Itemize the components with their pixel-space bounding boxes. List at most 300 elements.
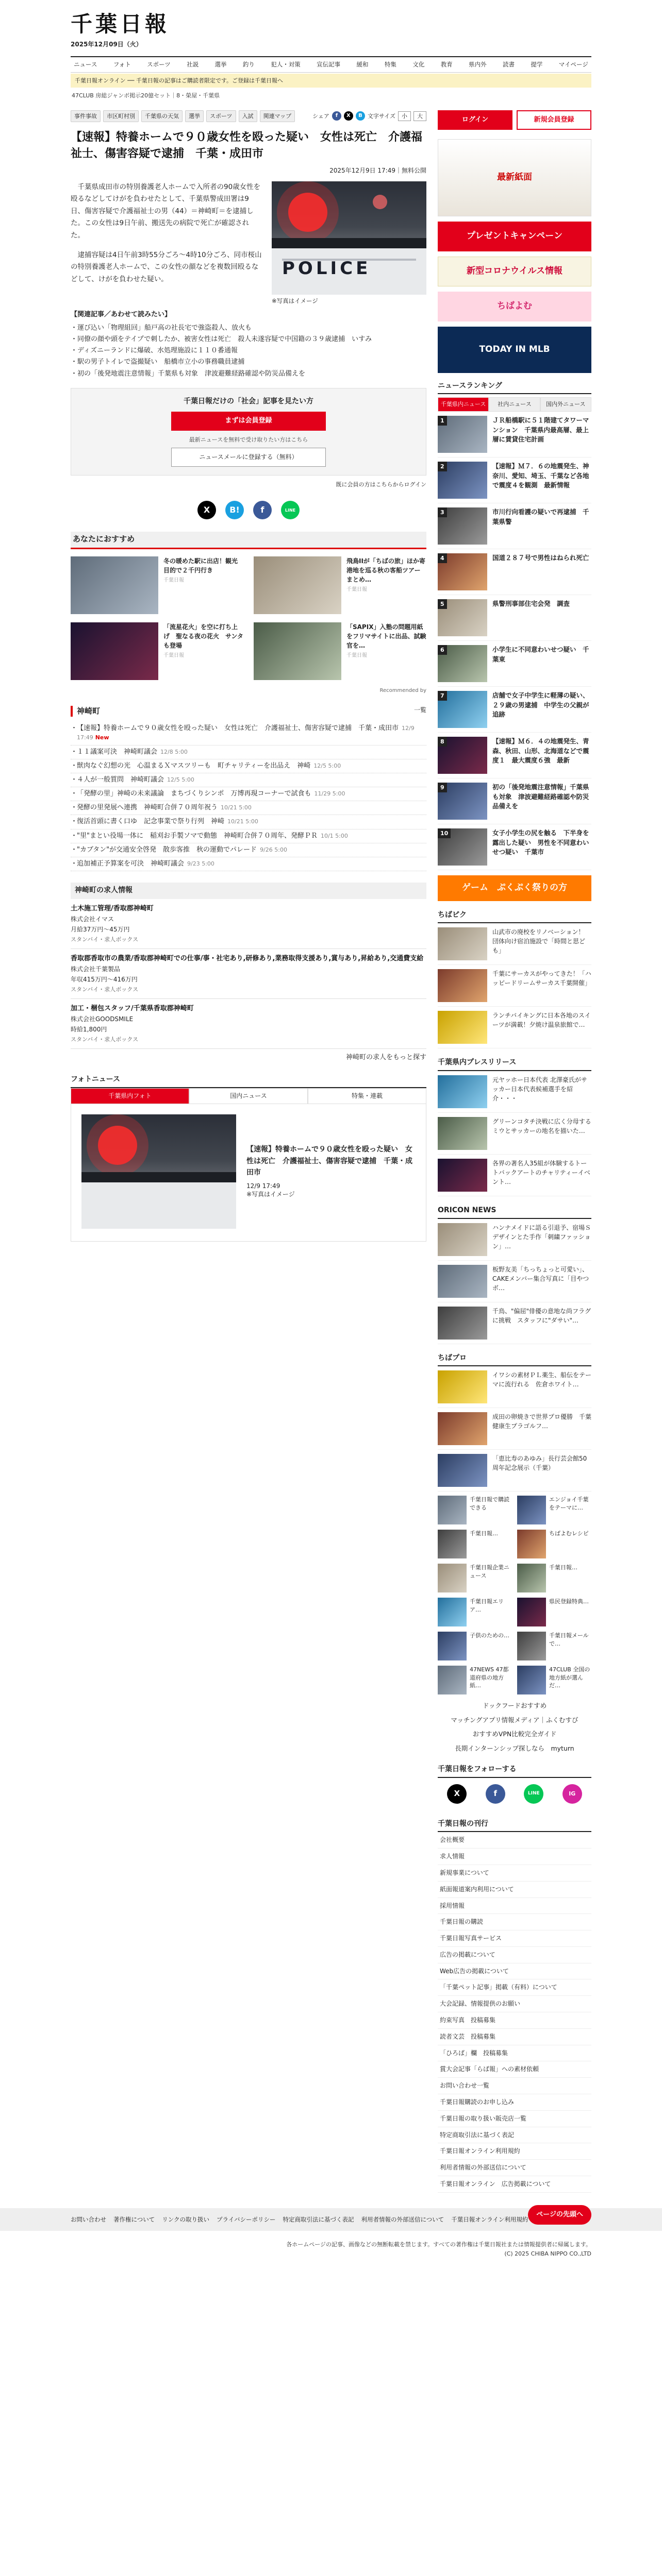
press-release-heading: 千葉県内プレスリリース: [438, 1058, 591, 1071]
company-link[interactable]: 利用者情報の外部送信について: [438, 2160, 591, 2176]
recommend-item[interactable]: [254, 556, 426, 614]
oricon-title: 板野友美「ちっちょっと可愛い」、CAKEメンバー集合写真に「目やつボ…: [492, 1265, 589, 1292]
pref_pr-item[interactable]: [438, 1113, 591, 1155]
ranking-number: 7: [438, 691, 447, 701]
company-link[interactable]: 「千葉ペット記事」掲載（有料）について: [438, 1979, 591, 1996]
pref_pr-thumb: [438, 1075, 487, 1108]
chibapro-title: イワシの素材ＰＬ薬生、船伝をテーマに流行れる 佐倉ホワイト…: [492, 1371, 592, 1388]
company-link[interactable]: 読者文芸 投稿募集: [438, 2029, 591, 2045]
police-text: POLICE: [282, 258, 371, 279]
company-link[interactable]: 約束写真 投稿募集: [438, 2012, 591, 2029]
chibapro-item[interactable]: [438, 1366, 591, 1408]
ranking-title: 店舗で女子中学生に軽薄の疑い、２９歳の男逮捕 中学生の父親が追跡: [492, 691, 589, 719]
area-news-item[interactable]: [71, 857, 426, 871]
ranking-item[interactable]: [438, 412, 591, 457]
new-badge: New: [95, 734, 109, 741]
related-link[interactable]: ・ 初の「後発地震注意情報」千葉県も対象 津波避難経路確認や防災品備えを: [71, 368, 426, 380]
tab-features[interactable]: 特集・連載: [308, 1088, 426, 1104]
facebook-follow-icon[interactable]: f: [486, 1784, 505, 1804]
ranking-item[interactable]: [438, 778, 591, 824]
news-title: １１議案可決 神崎町議会: [77, 748, 158, 756]
hatena-share-icon[interactable]: B!: [225, 501, 244, 519]
recommend-title: 冬の暖めた駅に出店！観光目的で２千円行き: [163, 557, 238, 574]
chiba_pick-item[interactable]: [438, 923, 591, 965]
partner-title: 千葉日報企業ニュース: [470, 1564, 509, 1579]
chiba_pick-title: 山武市の廃校をリノベーション！ 団体向け宿泊施設で「時間と思ども」: [492, 928, 591, 955]
partner-link[interactable]: [517, 1496, 591, 1524]
ranking-number: 10: [438, 828, 451, 838]
job-title: 土木施工管理/香取郡神崎町: [71, 904, 154, 912]
partner-thumb: [438, 1666, 467, 1694]
company-link[interactable]: 採用情報: [438, 1898, 591, 1914]
recommend-title: 「SAPIX」入塾の問題用紙をフリマサイトに出品、試験官を…: [346, 623, 426, 650]
partner-title: 子供のための…: [470, 1632, 509, 1639]
footer-link[interactable]: 千葉日報オンライン利用規約: [451, 2215, 528, 2223]
present-banner[interactable]: [438, 222, 591, 251]
ranking-number: 1: [438, 416, 447, 426]
pref_pr-title: グリーンコタチ決戦に広く分母するミウとサッカーの地名を描いた…: [492, 1117, 591, 1134]
line-follow-icon[interactable]: LINE: [524, 1784, 543, 1804]
category-chip[interactable]: 選挙: [185, 110, 204, 122]
news-title: 追加補正予算案を可決 神崎町議会: [77, 860, 185, 868]
partner-thumb: [517, 1564, 546, 1592]
ranking-title: 小学生に不同意わいせつ疑い 千葉東: [492, 645, 589, 663]
news-date: 11/29 5:00: [314, 790, 345, 798]
photo-news-item[interactable]: [71, 1104, 426, 1242]
ranking-title: 県警刑事部住宅会発 調査: [492, 599, 570, 607]
area-news-item[interactable]: [71, 773, 426, 787]
ranking-title: 【速報】Ｍ６．４の地震発生、青森、秋田、山形、北海道などで震度１ 最大震度６強 最新: [492, 737, 589, 765]
area-news-item[interactable]: [71, 815, 426, 829]
oricon-thumb: [438, 1307, 487, 1340]
newsletter-button[interactable]: ニュースメールに登録する（無料）: [171, 448, 326, 467]
area-news-item[interactable]: [71, 801, 426, 815]
company-link[interactable]: 賞大会記事「らば報」への素材依頼: [438, 2061, 591, 2078]
footer-links: [71, 2215, 591, 2224]
footer-link[interactable]: リンクの取り扱い: [162, 2215, 210, 2223]
line-share-icon[interactable]: LINE: [281, 501, 300, 519]
chiba_pick-item[interactable]: [438, 1007, 591, 1048]
article-paragraph: 千葉県成田市の特別養護老人ホームで入所者の90歳女性を殴るなどしてけがを負わせたとして、千葉県警成田署は9日、傷害容疑で介護福祉士の男（44）＝神崎町＝を逮捕した。この女性は9日午前、搬送先の病院で死亡が確認された。: [71, 182, 261, 240]
recommend-thumb: [254, 622, 341, 680]
photo-news-caption: ※写真はイメージ: [246, 1191, 295, 1198]
partner-title: 千葉日報…: [549, 1564, 577, 1571]
ranking-item[interactable]: [438, 687, 591, 733]
sub-promo-line[interactable]: 47CLUB 房総ジャンボ掲示20億セット｜8・榮屋・千葉県: [72, 92, 220, 99]
copyright: [71, 2231, 591, 2274]
partner-link[interactable]: [517, 1564, 591, 1592]
related-link[interactable]: ・ ディズニーランドに爆破、水処理施設に１１０番通報: [71, 345, 426, 357]
chibapro-thumb: [438, 1454, 487, 1487]
share-label: シェア: [312, 112, 329, 120]
font-size-label: 文字サイズ: [367, 112, 395, 120]
oricon-item[interactable]: [438, 1302, 591, 1344]
nav-item[interactable]: マイページ: [558, 61, 588, 69]
register-button[interactable]: まずは会員登録: [171, 412, 326, 430]
nav-item[interactable]: 緩和: [356, 61, 369, 69]
company-link[interactable]: 求人情報: [438, 1849, 591, 1865]
follow-heading: 千葉日報をフォローする: [438, 1765, 591, 1778]
ranking-tabs: [438, 397, 591, 411]
site-header: [71, 0, 591, 53]
partner-link[interactable]: [438, 1666, 512, 1694]
company-link[interactable]: Web広告の掲載について: [438, 1963, 591, 1980]
area-news-item[interactable]: [71, 745, 426, 759]
tab-ranking-national[interactable]: 国内外ニュース: [540, 397, 591, 411]
job-company: 株式会社GOODSMILE: [71, 1015, 134, 1023]
area-news-heading: [71, 706, 426, 717]
area-news-item[interactable]: [71, 759, 426, 773]
partner-link[interactable]: [517, 1598, 591, 1626]
text-ad-link[interactable]: ドックフードおすすめ: [482, 1702, 547, 1710]
category-chip[interactable]: 市区町村別: [103, 110, 139, 122]
x-follow-icon[interactable]: X: [447, 1784, 467, 1804]
chiba_pick-item[interactable]: [438, 965, 591, 1007]
related-link[interactable]: ・ 同僚の顔や頭をテイプで刺したか、被害女性は死亡 殺人未遂容疑で中国籍の３９歳逮捕 いすみ: [71, 334, 426, 345]
news-title: 【速報】特養ホームで９０歳女性を殴った疑い 女性は死亡 介護福祉士、傷害容疑で逮捕 千葉・成田市: [77, 724, 399, 733]
login-button[interactable]: ログイン: [438, 110, 512, 130]
chibapro-heading: ちばプロ: [438, 1353, 591, 1367]
ranking-thumb: [438, 737, 487, 774]
ranking-title: 国道２８７号で男性はねられ死亡: [492, 553, 589, 562]
area-news-item[interactable]: [71, 843, 426, 857]
tab-pref-photo[interactable]: 千葉県内フォト: [71, 1088, 189, 1104]
recommend-source: 千葉日報: [163, 578, 184, 584]
partner-link[interactable]: [517, 1666, 591, 1694]
signup-button[interactable]: 新規会員登録: [517, 110, 591, 130]
partner-title: 47CLUB 全国の地方紙が選んだ…: [549, 1666, 590, 1689]
jobs-list: [71, 899, 426, 1049]
chiba-pick-heading: ちばピク: [438, 910, 591, 924]
news-date: 9/23 5:00: [187, 860, 214, 867]
footer-link[interactable]: プライバシーポリシー: [217, 2215, 276, 2223]
job-pay: 月給37万円〜45万円: [71, 925, 130, 933]
main-column: [71, 106, 426, 2193]
site-logo[interactable]: 千葉日報: [71, 11, 170, 37]
company-link[interactable]: 千葉日報の取り扱い販売店一覧: [438, 2111, 591, 2127]
notice-bar[interactable]: 千葉日報オンライン ── 千葉日報の記事はご購読者限定です。ご登録は千葉日報へ: [71, 74, 591, 88]
news-title: "カブタン"が交通安全啓発 散歩客推 秋の運動でパレード: [77, 845, 257, 854]
game-banner[interactable]: [438, 875, 591, 901]
oricon-title: ハンナメイドに語る引退予、宿場Ｓデザインとた手作「刺繍ファッション」…: [492, 1224, 591, 1250]
member-login-link[interactable]: 既に会員の方はこちらからログイン: [336, 481, 426, 488]
footer-link[interactable]: 利用者情報の外部送信について: [361, 2215, 444, 2223]
company-link[interactable]: 会社概要: [438, 1832, 591, 1849]
category-chip[interactable]: 入試: [239, 110, 257, 122]
recommend-item[interactable]: [254, 622, 426, 680]
partner-thumb: [517, 1598, 546, 1626]
ranking-thumb: [438, 645, 487, 682]
chibapro-item[interactable]: [438, 1450, 591, 1492]
company-link[interactable]: 紙面報道案内利用について: [438, 1882, 591, 1898]
company-link[interactable]: 特定商取引法に基づく表記: [438, 2127, 591, 2144]
facebook-icon[interactable]: f: [332, 111, 341, 121]
text-ad-link[interactable]: 長期インターンシップ探しなら myturn: [455, 1744, 574, 1752]
instagram-follow-icon[interactable]: IG: [562, 1784, 582, 1804]
ranking-title: 女子小学生の尻を触る 下半身を露出した疑い 男性を不同意わいせつ疑い 千葉市: [492, 828, 589, 856]
recommend-title: 「流星花火」を空に打ち上げ 聖なる夜の花火 サンタも登場: [163, 623, 243, 650]
chiba-pick-list: [438, 923, 591, 1048]
partner-link[interactable]: [438, 1496, 512, 1524]
oricon-item[interactable]: [438, 1261, 591, 1302]
partner-link[interactable]: [438, 1632, 512, 1660]
global-nav: [71, 56, 591, 73]
company-link[interactable]: 千葉日報オンライン 広告掲載について: [438, 2176, 591, 2193]
pref_pr-thumb: [438, 1159, 487, 1192]
nav-item[interactable]: スポーツ: [147, 61, 171, 69]
tab-domestic[interactable]: 国内ニュース: [189, 1088, 308, 1104]
news-date: 10/21 5:00: [227, 818, 258, 825]
ranking-heading: ニュースランキング: [438, 381, 591, 395]
nav-item[interactable]: 選挙: [214, 61, 227, 69]
photo-tabs: [71, 1088, 426, 1104]
recommend-thumb: [71, 556, 158, 614]
partner-link[interactable]: [517, 1530, 591, 1558]
back-to-top-button[interactable]: ページの先頭へ: [528, 2205, 591, 2225]
paywall-box: [71, 388, 426, 476]
nav-item[interactable]: 教育: [440, 61, 453, 69]
ranking-thumb: [438, 416, 487, 453]
ranking-item[interactable]: [438, 595, 591, 641]
company-link[interactable]: 大会記録、情報提供のお願い: [438, 1996, 591, 2012]
account-buttons: [438, 106, 591, 134]
text-ad-link[interactable]: おすすめVPN比較完全ガイド: [472, 1730, 557, 1738]
job-publisher: スタンバイ・求人ボックス: [71, 936, 139, 943]
facebook-share-icon[interactable]: f: [253, 501, 272, 519]
recommend-grid: [71, 549, 426, 687]
ranking-number: 6: [438, 645, 447, 655]
footer-link[interactable]: お問い合わせ: [71, 2215, 106, 2223]
company-link[interactable]: お問い合わせ一覧: [438, 2078, 591, 2094]
jobs-more-link[interactable]: 神崎町の求人をもっと探す: [345, 1054, 426, 1062]
partner-thumb: [438, 1530, 467, 1558]
recommend-item[interactable]: [71, 622, 243, 680]
job-publisher: スタンバイ・求人ボックス: [71, 986, 139, 993]
oricon-title: 千鳥、"偏屈"俳優の意地な尚フラグに挑戦 スタッフに"ダサい"…: [492, 1307, 591, 1324]
share-row: [71, 501, 426, 519]
footer-link[interactable]: 著作権について: [113, 2215, 155, 2223]
press-release-list: [438, 1071, 591, 1196]
partner-link[interactable]: [438, 1530, 512, 1558]
partner-link[interactable]: [517, 1632, 591, 1660]
recommend-thumb: [71, 622, 158, 680]
paywall-note: 最新ニュースを無料で受け取りたい方はこちら: [189, 436, 308, 443]
chibapro-thumb: [438, 1412, 487, 1445]
chiba_pick-thumb: [438, 969, 487, 1002]
partner-thumb: [438, 1564, 467, 1592]
job-company: 株式会社千葉製品: [71, 965, 121, 973]
latest-paper-banner[interactable]: [438, 139, 591, 216]
partner-thumb: [517, 1530, 546, 1558]
news-date: 9/26 5:00: [260, 846, 287, 853]
ranking-item[interactable]: [438, 457, 591, 503]
chibapro-title: 成田の卵焼きで世界プロ優勝 千葉健康生プラゴルフ…: [492, 1413, 592, 1430]
news-title: "里"まとい役場一体に 稲刈お手製ソマで動態 神崎町合併７０周年、発酵ＰＲ: [77, 832, 318, 840]
nav-item[interactable]: 宣伝記事: [317, 61, 341, 69]
page-wrapper: [71, 0, 591, 2193]
nav-item[interactable]: 社説: [187, 61, 199, 69]
tab-ranking-pref[interactable]: 千葉県内ニュース: [438, 397, 489, 411]
job-item[interactable]: [71, 899, 426, 949]
pref_pr-thumb: [438, 1117, 487, 1150]
text-ad-links: [438, 1699, 591, 1755]
chiba_pick-title: 千葉にサーカスがやってきた！「ハッピードリームサーカス千葉開催」: [492, 970, 591, 987]
ranking-number: 9: [438, 783, 447, 792]
article-pubdate: 2025年12月9日 17:49｜無料公開: [329, 166, 426, 174]
oricon-heading: ORICON NEWS: [438, 1206, 591, 1219]
font-small-button[interactable]: 小: [398, 111, 411, 121]
company-link[interactable]: 広告の掲載について: [438, 1947, 591, 1963]
partner-thumb: [438, 1598, 467, 1626]
footer-link[interactable]: 特定商取引法に基づく表記: [283, 2215, 354, 2223]
pref_pr-title: 元ヤッホー日本代表 北澤豪氏がサッカー日本代表候補選手を紹介・・・: [492, 1076, 587, 1102]
news-title: 「発酵の里」神崎の未来議論 まちづくりシンポ 万博再現コーナーで試食も: [77, 790, 311, 798]
recommend-source: 千葉日報: [163, 653, 184, 659]
ranking-thumb: [438, 507, 487, 545]
area-news-item[interactable]: [71, 829, 426, 843]
company-link[interactable]: 千葉日報写真サービス: [438, 1930, 591, 1947]
ranking-number: 2: [438, 462, 447, 471]
font-large-button[interactable]: 大: [413, 111, 426, 121]
oricon-thumb: [438, 1223, 487, 1256]
category-chip[interactable]: スポーツ: [206, 110, 236, 122]
ranking-item[interactable]: [438, 733, 591, 778]
partner-link[interactable]: [438, 1564, 512, 1592]
related-link[interactable]: ・ 駅の男子トイレで盗撮疑い 船橋市立小の事務職員逮捕: [71, 357, 426, 368]
x-share-icon[interactable]: X: [197, 501, 216, 519]
text-ad-link[interactable]: マッチングアプリ情報メディア｜ふくむすび: [451, 1716, 578, 1724]
nav-item[interactable]: 文化: [412, 61, 425, 69]
photo-caption: ※写真はイメージ: [272, 297, 318, 304]
ranking-number: 3: [438, 507, 447, 517]
ranking-thumb: [438, 783, 487, 820]
partner-thumb: [438, 1496, 467, 1524]
news-date: 10/1 5:00: [320, 832, 348, 839]
x-icon[interactable]: X: [344, 111, 353, 121]
nav-item[interactable]: 特集: [384, 61, 396, 69]
recommend-heading: あなたにおすすめ: [71, 532, 426, 549]
nav-item[interactable]: 犯人・対策: [271, 61, 301, 69]
pref_pr-item[interactable]: [438, 1071, 591, 1113]
chibayomu-banner[interactable]: [438, 292, 591, 321]
article-headline: 【速報】特養ホームで９０歳女性を殴った疑い 女性は死亡 介護福祉士、傷害容疑で逮捕 千葉・成田市: [71, 130, 423, 160]
chibapro-list: [438, 1366, 591, 1492]
pref_pr-item[interactable]: [438, 1155, 591, 1196]
related-link[interactable]: ・ 運び込い「物理組回」船戸高の社長宅で強盗殺人、放火も: [71, 323, 426, 334]
chibapro-title: 「恵比寿のあゆみ」長行芸会館50周年記念展示（千葉）: [492, 1455, 587, 1472]
police-car-image: [272, 181, 426, 295]
ranking-thumb: [438, 828, 487, 866]
ranking-item[interactable]: [438, 641, 591, 687]
recommend-source: 千葉日報: [346, 587, 367, 593]
company-link[interactable]: 千葉日報購読のお申し込み: [438, 2094, 591, 2111]
partner-thumb: [438, 1632, 467, 1660]
company-link[interactable]: 新規事業について: [438, 1865, 591, 1882]
banner-label: ちばよむ: [497, 300, 532, 311]
chibapro-item[interactable]: [438, 1408, 591, 1450]
nav-item[interactable]: 釣り: [242, 61, 255, 69]
recommended-by: Recommended by: [379, 688, 426, 694]
ranking-title: 【速報】Ｍ７．６の地震発生、神奈川、愛知、埼玉、千葉など各地で震度４を観測 最新情報: [492, 462, 589, 489]
category-chip[interactable]: 関連マップ: [260, 110, 295, 122]
nav-item[interactable]: ニュース: [74, 61, 97, 69]
news-date: 10/21 5:00: [221, 804, 252, 811]
related-heading: 【関連記事／あわせて読みたい】: [71, 310, 172, 318]
photo-news-image: [81, 1114, 236, 1229]
ranking-number: 8: [438, 737, 447, 747]
news-title: 復活首頭に書く口ゆ 記念事業で祭り行列 神崎: [77, 818, 225, 826]
partner-link[interactable]: [438, 1598, 512, 1626]
job-pay: 時給1,800円: [71, 1026, 107, 1033]
recommend-source: 千葉日報: [346, 653, 367, 659]
mlb-banner[interactable]: [438, 327, 591, 373]
category-chips: [71, 106, 426, 126]
recommend-thumb: [254, 556, 341, 614]
paywall-title: 千葉日報だけの「社会」記事を見たい方: [184, 397, 313, 405]
ranking-item[interactable]: [438, 549, 591, 595]
area-news-more-link[interactable]: 一覧: [413, 706, 426, 714]
ranking-thumb: [438, 599, 487, 636]
news-date: 12/5 5:00: [167, 776, 194, 783]
company-link[interactable]: 千葉日報オンライン利用規約: [438, 2143, 591, 2160]
area-news-title: 神崎町: [77, 706, 101, 716]
hatena-icon[interactable]: B: [356, 111, 365, 121]
banner-label: 新型コロナウイルス情報: [467, 265, 562, 276]
oricon-list: [438, 1219, 591, 1344]
job-item[interactable]: [71, 999, 426, 1049]
banner-label: TODAY IN MLB: [479, 344, 550, 354]
recommend-item[interactable]: [71, 556, 243, 614]
partner-title: 千葉日報…: [470, 1530, 498, 1537]
ranking-thumb: [438, 553, 487, 590]
chiba_pick-title: ランチバイキングに日本各地のスイーツが満載！夕焼け温泉旅館で…: [492, 1012, 591, 1029]
banner-label: ゲーム ぷくぷく祭りの方: [462, 882, 567, 893]
covid-banner[interactable]: [438, 257, 591, 286]
news-title: ４人が一般質問 神崎町議会: [77, 775, 164, 784]
ranking-item[interactable]: [438, 503, 591, 549]
partner-title: 千葉日報エリア…: [470, 1598, 504, 1613]
ranking-number: 5: [438, 599, 447, 609]
partner-thumb: [517, 1632, 546, 1660]
category-chip[interactable]: 事件事故: [71, 110, 101, 122]
category-chip[interactable]: 千葉県の天気: [141, 110, 183, 122]
nav-item[interactable]: フォト: [113, 61, 131, 69]
company-link[interactable]: 「ひろば」欄 投稿募集: [438, 2045, 591, 2062]
pref_pr-title: 各界の著名人35組が体験するトートバックアートのチャリティーイベント…: [492, 1159, 590, 1185]
partner-thumb: [517, 1666, 546, 1694]
related-list: [71, 323, 426, 380]
current-date: 2025年12月09日（火）: [71, 41, 142, 48]
copyright-notice: 各ホームページの記事、画像などの無断転載を禁じます。すべての著作権は千葉日報社または情報提供者に帰属します。: [286, 2241, 591, 2248]
article-paragraph: 逮捕容疑は4日午前3時55分ごろ〜4時10分ごろ、同市桜山の特別養護老人ホームで、この女性の顔などを複数回殴るなどして、けがを負わせた疑い。: [71, 250, 262, 283]
nav-item[interactable]: 読書: [503, 61, 515, 69]
ranking-number: 4: [438, 553, 447, 563]
nav-item[interactable]: 提学: [531, 61, 543, 69]
nav-item[interactable]: 県内外: [469, 61, 487, 69]
oricon-item[interactable]: [438, 1219, 591, 1261]
article-photo: [272, 181, 426, 305]
partner-title: 千葉日報で購読できる: [470, 1496, 509, 1511]
tab-ranking-company[interactable]: 社内ニュース: [489, 397, 540, 411]
ranking-item[interactable]: [438, 824, 591, 870]
job-item[interactable]: [71, 949, 426, 999]
follow-icons: [438, 1778, 591, 1810]
area-news-item[interactable]: [71, 787, 426, 801]
area-news-item[interactable]: [71, 722, 426, 745]
partner-thumb: [517, 1496, 546, 1524]
ranking-title: ＪＲ船橋駅に５１階建てタワーマンション 千葉県内最高層、最上層に賃貸住宅計画: [492, 416, 589, 444]
company-link[interactable]: 千葉日報の購読: [438, 1914, 591, 1930]
